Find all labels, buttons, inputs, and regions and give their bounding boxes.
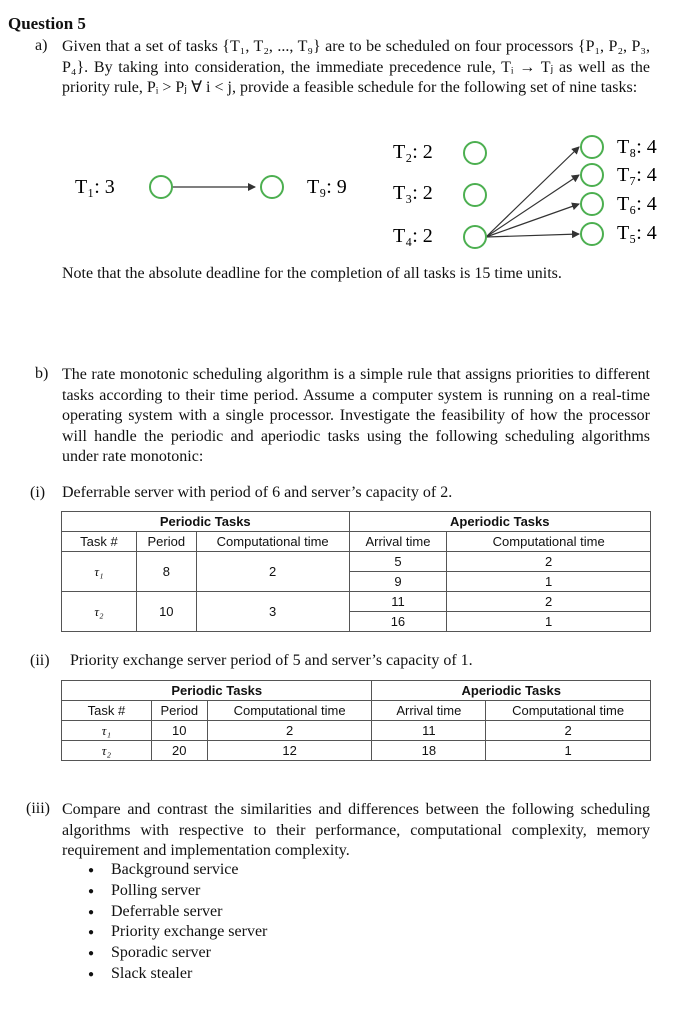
part-iii-label: (iii) [26,800,50,817]
node-t9 [261,176,283,198]
task-cell: τ₂ [62,741,152,761]
tau2-period: 10 [136,592,196,632]
tau1-comp: 2 [196,552,349,592]
col-computational-time: Computational time [196,532,349,552]
col-aperiodic-computational-time: Computational time [447,532,651,552]
table-row [62,721,651,741]
list-item: ● Sporadic server [88,943,267,964]
node-t2 [464,142,486,164]
task-t7-label: T₇: 4 [617,164,657,186]
list-item: ● Priority exchange server [88,922,267,943]
edge-t4-t8 [486,147,579,237]
task-precedence-diagram [0,125,691,260]
edge-t4-t5 [486,234,579,237]
algorithm-list [88,860,267,985]
node-t3 [464,184,486,206]
task-tau1: τ₁ [62,552,137,592]
col-aperiodic-computational-time: Computational time [486,701,651,721]
node-t7 [581,164,603,186]
aperiodic-tasks-header: Aperiodic Tasks [372,681,651,701]
node-t8 [581,136,603,158]
col-task: Task # [62,532,137,552]
periodic-tasks-header: Periodic Tasks [62,681,372,701]
task-t1-label: T₁: 3 [75,176,115,198]
priority-exchange-table [61,680,651,761]
part-b-label: b) [35,365,49,382]
acomp-cell: 1 [486,741,651,761]
col-computational-time: Computational time [207,701,372,721]
aperiodic-arrival: 11 [349,592,447,612]
part-ii-label: (ii) [30,652,50,669]
table-row [62,741,651,761]
node-t6 [581,193,603,215]
aperiodic-comp: 2 [447,552,651,572]
task-tau2: τ₂ [62,592,137,632]
question-title: Question 5 [8,14,86,33]
col-task: Task # [62,701,152,721]
task-t8-label: T₈: 4 [617,136,657,158]
deadline-note: Note that the absolute deadline for the completion of all tasks is 15 time units. [62,265,562,282]
col-arrival-time: Arrival time [372,701,486,721]
comp-cell: 12 [207,741,372,761]
node-t1 [150,176,172,198]
node-t4 [464,226,486,248]
col-period: Period [136,532,196,552]
arrival-cell: 11 [372,721,486,741]
aperiodic-tasks-header: Aperiodic Tasks [349,512,650,532]
aperiodic-comp: 1 [447,612,651,632]
part-b-text: The rate monotonic scheduling algorithm is a simple rule that assigns priorities to different tasks according to their time period. Assume a computer system is running on a real-time operating system with a single processor. Investigate the feasibility of how the processor will handle the periodic and aperiodic tasks using the following scheduling algorithms under rate monotonic: [62,366,650,465]
task-t4-label: T₄: 2 [393,225,433,247]
task-t2-label: T₂: 2 [393,141,433,163]
list-item: ● Polling server [88,881,267,902]
list-item: ● Deferrable server [88,902,267,923]
edge-t4-t6 [486,204,579,237]
arrival-cell: 18 [372,741,486,761]
task-t3-label: T₃: 2 [393,182,433,204]
comp-cell: 2 [207,721,372,741]
node-t5 [581,223,603,245]
part-a-label: a) [35,37,48,54]
list-item: ● Slack stealer [88,964,267,985]
edge-t4-t7 [486,175,579,237]
task-cell: τ₁ [62,721,152,741]
task-t5-label: T₅: 4 [617,222,657,244]
aperiodic-arrival: 9 [349,572,447,592]
aperiodic-comp: 2 [447,592,651,612]
part-i-text: Deferrable server with period of 6 and server’s capacity of 2. [62,484,453,501]
part-ii-text: Priority exchange server period of 5 and server’s capacity of 1. [70,652,473,669]
deferrable-server-table [61,511,651,632]
periodic-tasks-header: Periodic Tasks [62,512,350,532]
col-arrival-time: Arrival time [349,532,447,552]
aperiodic-comp: 1 [447,572,651,592]
tau2-comp: 3 [196,592,349,632]
col-period: Period [151,701,207,721]
list-item: ● Background service [88,860,267,881]
period-cell: 20 [151,741,207,761]
aperiodic-arrival: 16 [349,612,447,632]
tau1-period: 8 [136,552,196,592]
period-cell: 10 [151,721,207,741]
aperiodic-arrival: 5 [349,552,447,572]
task-t6-label: T₆: 4 [617,193,657,215]
part-iii-text: Compare and contrast the similarities and differences between the following scheduling algorithms with respective to their performance, computational complexity, memory requirement and implementation complexity. [62,801,650,859]
task-t9-label: T₉: 9 [307,176,347,198]
part-i-label: (i) [30,484,46,501]
acomp-cell: 2 [486,721,651,741]
part-a-text: Given that a set of tasks {T₁, T₂, ..., T₉} are to be scheduled on four processors {P₁, P₂, P₃, P₄}. By taking into consideration, the immediate precedence rule, Tᵢ → Tⱼ as well as the priority rule, Pᵢ > Pⱼ ∀ i < j, provide a feasible schedule for the following set of nine tasks: [62,38,650,96]
